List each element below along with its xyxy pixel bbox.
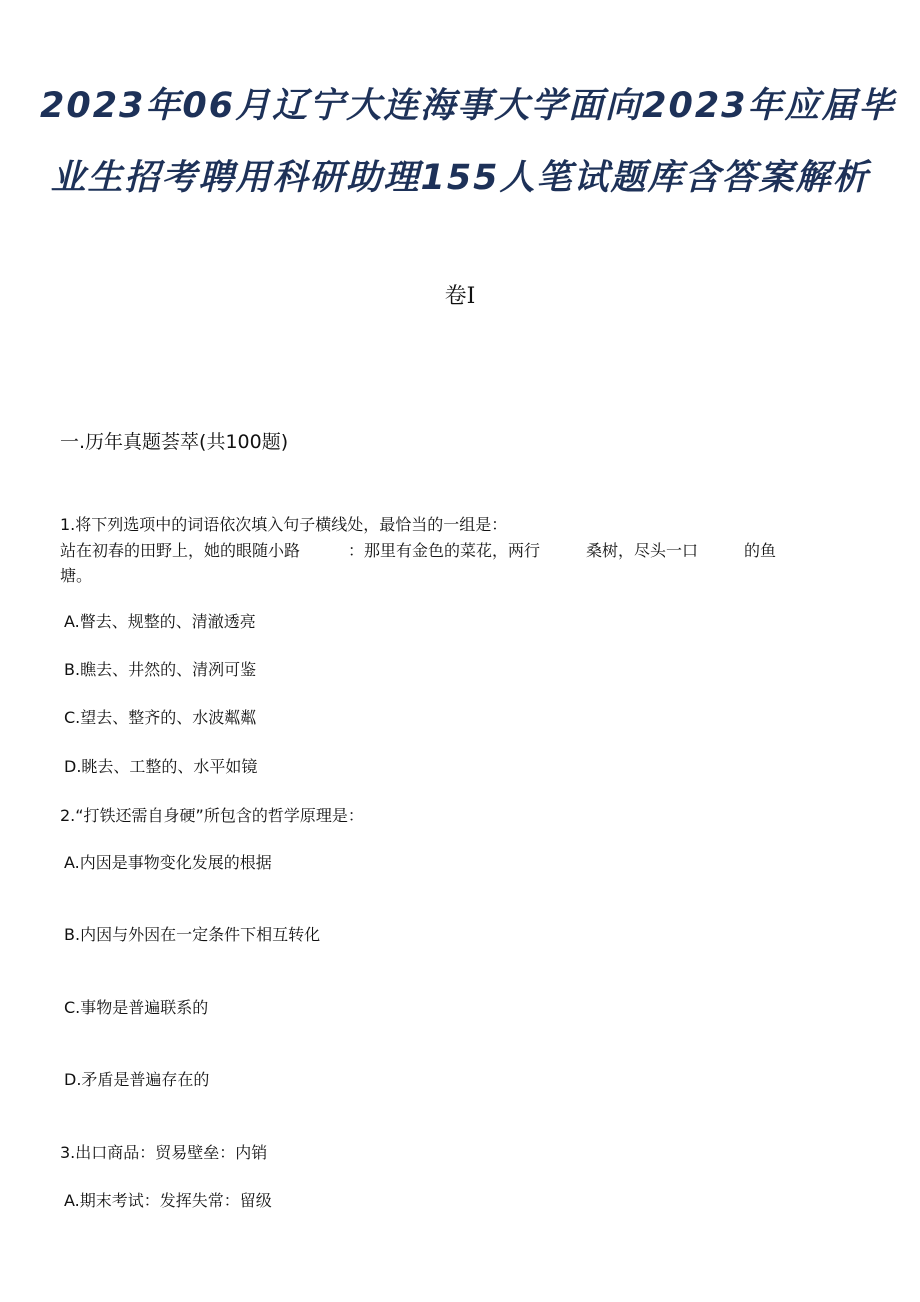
question-1-option-d: D.眺去、工整的、水平如镜 xyxy=(64,757,258,776)
document-title-line-2: 业生招考聘用科研助理155人笔试题库含答案解析 xyxy=(50,158,870,198)
question-1-passage-part-2: ：那里有金色的菜花，两行 xyxy=(348,541,541,560)
question-2-option-b: B.内因与外因在一定条件下相互转化 xyxy=(64,925,321,944)
question-1-option-a: A.瞥去、规整的、清澈透亮 xyxy=(64,612,256,631)
question-3-option-a: A.期末考试：发挥失常：留级 xyxy=(64,1191,272,1210)
question-1-passage-continuation: 塘。 xyxy=(60,566,93,585)
question-2-option-c: C.事物是普遍联系的 xyxy=(64,998,209,1017)
question-1-passage-part-3: 桑树，尽头一口 xyxy=(586,541,699,560)
document-title xyxy=(40,70,896,214)
question-2-stem: 2.“打铁还需自身硬”所包含的哲学原理是： xyxy=(60,806,364,825)
question-2-option-a: A.内因是事物变化发展的根据 xyxy=(64,853,272,872)
volume-label: 卷I xyxy=(444,284,476,309)
question-2-option-d: D.矛盾是普遍存在的 xyxy=(64,1070,210,1089)
question-1-passage-part-1: 站在初春的田野上，她的眼随小路 xyxy=(60,541,301,560)
question-1-option-b: B.瞧去、井然的、清冽可鉴 xyxy=(64,660,257,679)
question-3-stem: 3.出口商品：贸易壁垒：内销 xyxy=(60,1143,268,1162)
question-1-passage xyxy=(60,539,776,563)
question-1-stem: 1.将下列选项中的词语依次填入句子横线处，最恰当的一组是： xyxy=(60,515,508,534)
question-1-passage-part-4: 的鱼 xyxy=(744,541,777,560)
question-1-option-c: C.望去、整齐的、水波粼粼 xyxy=(64,708,257,727)
section-heading: 一.历年真题荟萃(共100题) xyxy=(60,431,289,453)
document-title-line-1: 2023年06月辽宁大连海事大学面向2023年应届毕 xyxy=(40,86,896,126)
